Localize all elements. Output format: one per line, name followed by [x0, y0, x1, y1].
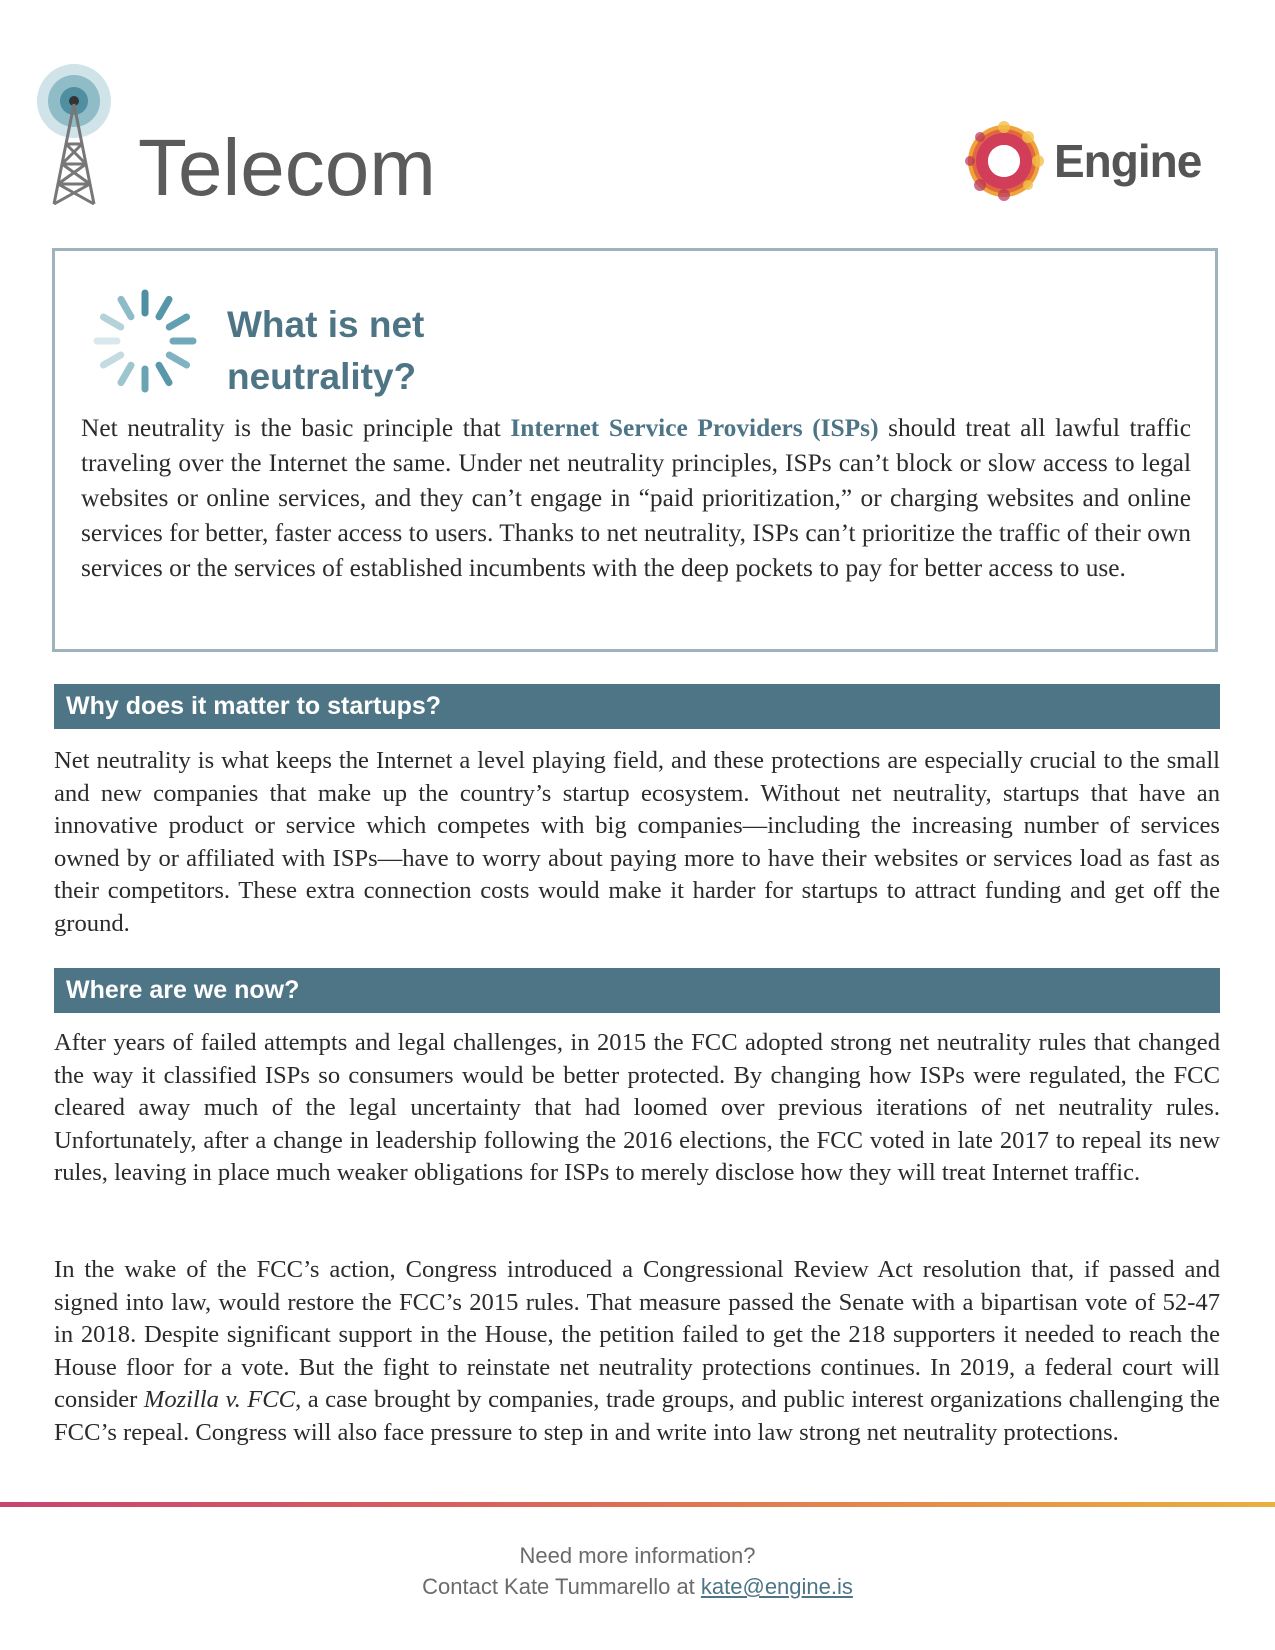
section-heading-startups: Why does it matter to startups? — [54, 684, 1220, 729]
section-heading-now: Where are we now? — [54, 968, 1220, 1013]
now-paragraph-2 — [54, 1254, 1220, 1449]
now-paragraph-2-before: In the wake of the FCC’s action, Congress introduced a Congressional Review Act resolution that, if passed and signed into law, would restore the FCC’s 2015 rules. That measure passed the Senate with a bipartisan vote of 52-47 in 2018. Despite significant support in the House, the petition failed to get the 218 supporters it needed to reach the House floor for a vote. But the fight to reinstate net neutrality protections continues. In 2019, a federal court will consider — [54, 1256, 1220, 1413]
startups-paragraph: Net neutrality is what keeps the Internet a level playing field, and these protections are especially crucial to the small and new companies that make up the country’s startup ecosystem. Without net neutrality, startups that have an innovative product or service which competes with big companies—including the increasing number of services owned by or affiliated with ISPs—have to worry about paying more to have their websites or services load as fast as their competitors. These extra connection costs would make it harder for startups to attract funding and get off the ground. — [54, 747, 1220, 937]
intro-title-line2: neutrality? — [227, 356, 417, 397]
engine-logo-icon — [964, 121, 1044, 201]
intro-title-line1: What is net — [227, 304, 425, 345]
footer-contact-prefix: Contact Kate Tummarello at — [422, 1574, 701, 1599]
intro-text-before: Net neutrality is the basic principle that — [81, 414, 511, 442]
brand-name: Engine — [1054, 135, 1202, 187]
brand-logo — [964, 116, 1214, 206]
isp-highlight: Internet Service Providers (ISPs) — [510, 414, 879, 442]
footer-contact — [0, 1571, 1275, 1602]
contact-email-link[interactable]: kate@engine.is — [700, 1574, 853, 1599]
loading-spinner-icon — [90, 286, 200, 396]
intro-text-after: should treat all lawful traffic traveling over the Internet the same. Under net neutrality principles, ISPs can’t block or slow access to legal websites or online services, and they can’t engage in “paid prioritization,” or charging websites and online services for better, faster access to users. Thanks to net neutrality, ISPs can’t prioritize the traffic of their own services or the services of established incumbents with the deep pockets to pay for better access to use. — [81, 414, 1192, 582]
footer — [0, 1540, 1275, 1602]
case-name: Mozilla v. FCC — [143, 1386, 296, 1413]
radio-tower-icon — [36, 64, 126, 224]
now-paragraph-2-after: , a case brought by companies, trade groups, and public interest organizations challenging the FCC’s repeal. Congress will also face pressure to step in and write into law strong net neutrality protections. — [54, 1386, 1220, 1446]
page-title: Telecom — [138, 123, 436, 212]
intro-paragraph — [81, 411, 1191, 586]
intro-box — [52, 248, 1218, 652]
intro-title — [227, 299, 627, 403]
footer-question: Need more information? — [519, 1543, 756, 1568]
footer-divider — [0, 1502, 1275, 1507]
now-paragraph-1: After years of failed attempts and legal challenges, in 2015 the FCC adopted strong net neutrality rules that changed the way it classified ISPs so consumers would be better protected. By changing how ISPs were regulated, the FCC cleared away much of the legal uncertainty that had loomed over previous iterations of net neutrality rules. Unfortunately, after a change in leadership following the 2016 elections, the FCC voted in late 2017 to repeal its new rules, leaving in place much weaker obligations for ISPs to merely disclose how they will treat Internet traffic. — [54, 1029, 1220, 1186]
page-header — [0, 0, 1275, 240]
